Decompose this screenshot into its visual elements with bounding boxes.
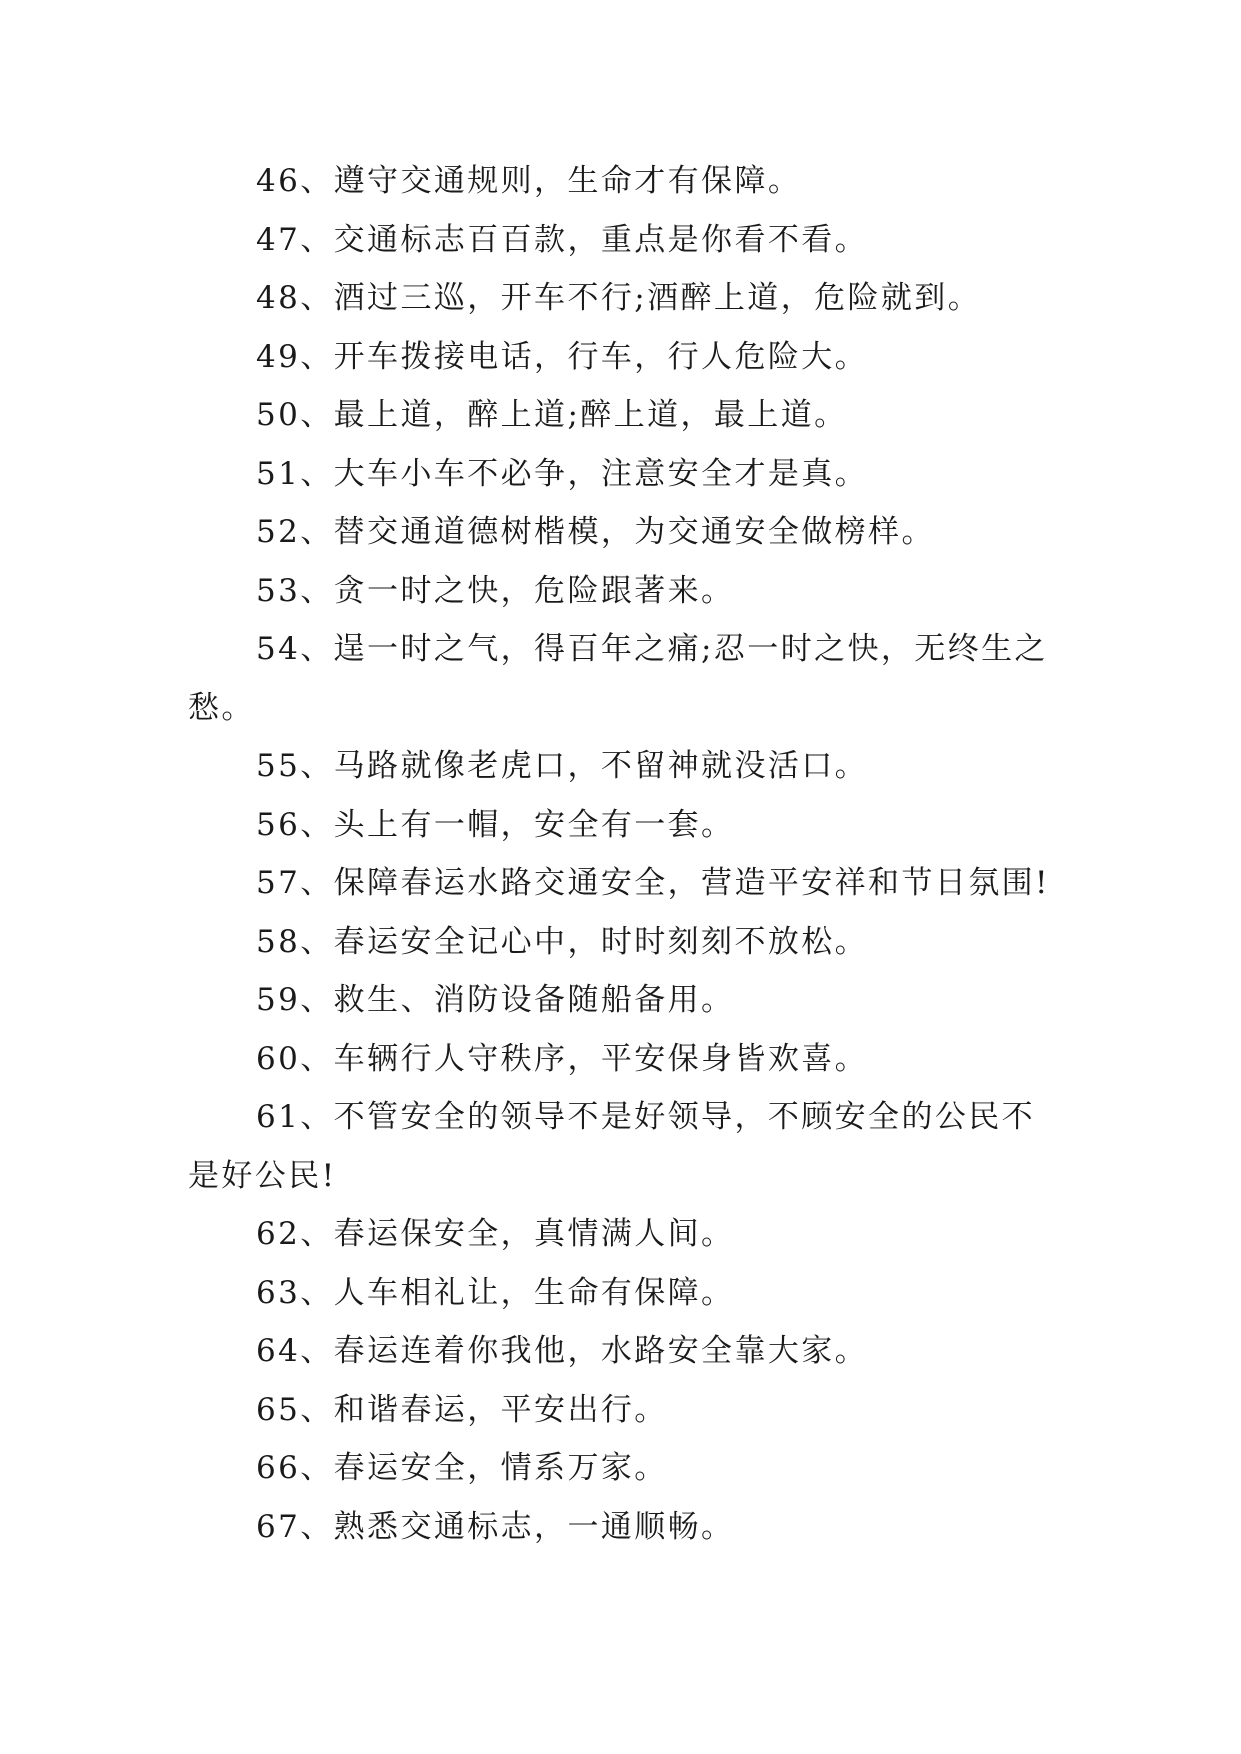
list-item: 67、熟悉交通标志，一通顺畅。 [256,1508,735,1545]
list-item: 65、和谐春运，平安出行。 [256,1391,668,1428]
list-item: 59、救生、消防设备随船备用。 [256,982,735,1018]
document-body [188,152,1058,1556]
list-item: 63、人车相礼让，生命有保障。 [256,1274,735,1311]
list-item: 50、最上道，醉上道;醉上道，最上道。 [256,397,848,433]
list-item: 46、遵守交通规则，生命才有保障。 [256,163,802,199]
list-item: 60、车辆行人守秩序，平安保身皆欢喜。 [256,1040,869,1077]
list-item: 53、贪一时之快，危险跟著来。 [256,572,735,609]
list-item: 56、头上有一帽，安全有一套。 [256,806,735,843]
list-item: 58、春运安全记心中，时时刻刻不放松。 [256,923,869,960]
list-item: 47、交通标志百百款，重点是你看不看。 [256,221,869,258]
list-item: 61、不管安全的领导不是好领导，不顾安全的公民不是好公民! [188,1099,1036,1194]
list-item: 55、马路就像老虎口，不留神就没活口。 [256,748,869,784]
list-item: 62、春运保安全，真情满人间。 [256,1216,735,1252]
list-item: 64、春运连着你我他，水路安全靠大家。 [256,1333,869,1369]
list-item: 57、保障春运水路交通安全，营造平安祥和节日氛围! [256,865,1050,901]
list-item: 51、大车小车不必争，注意安全才是真。 [256,455,869,492]
list-item: 66、春运安全，情系万家。 [256,1450,668,1486]
list-item: 49、开车拨接电话，行车，行人危险大。 [256,338,869,375]
list-item: 52、替交通道德树楷模，为交通安全做榜样。 [256,514,935,550]
list-item: 48、酒过三巡，开车不行;酒醉上道，危险就到。 [256,280,982,316]
list-item: 54、逞一时之气，得百年之痛;忍一时之快，无终生之愁。 [188,631,1048,726]
